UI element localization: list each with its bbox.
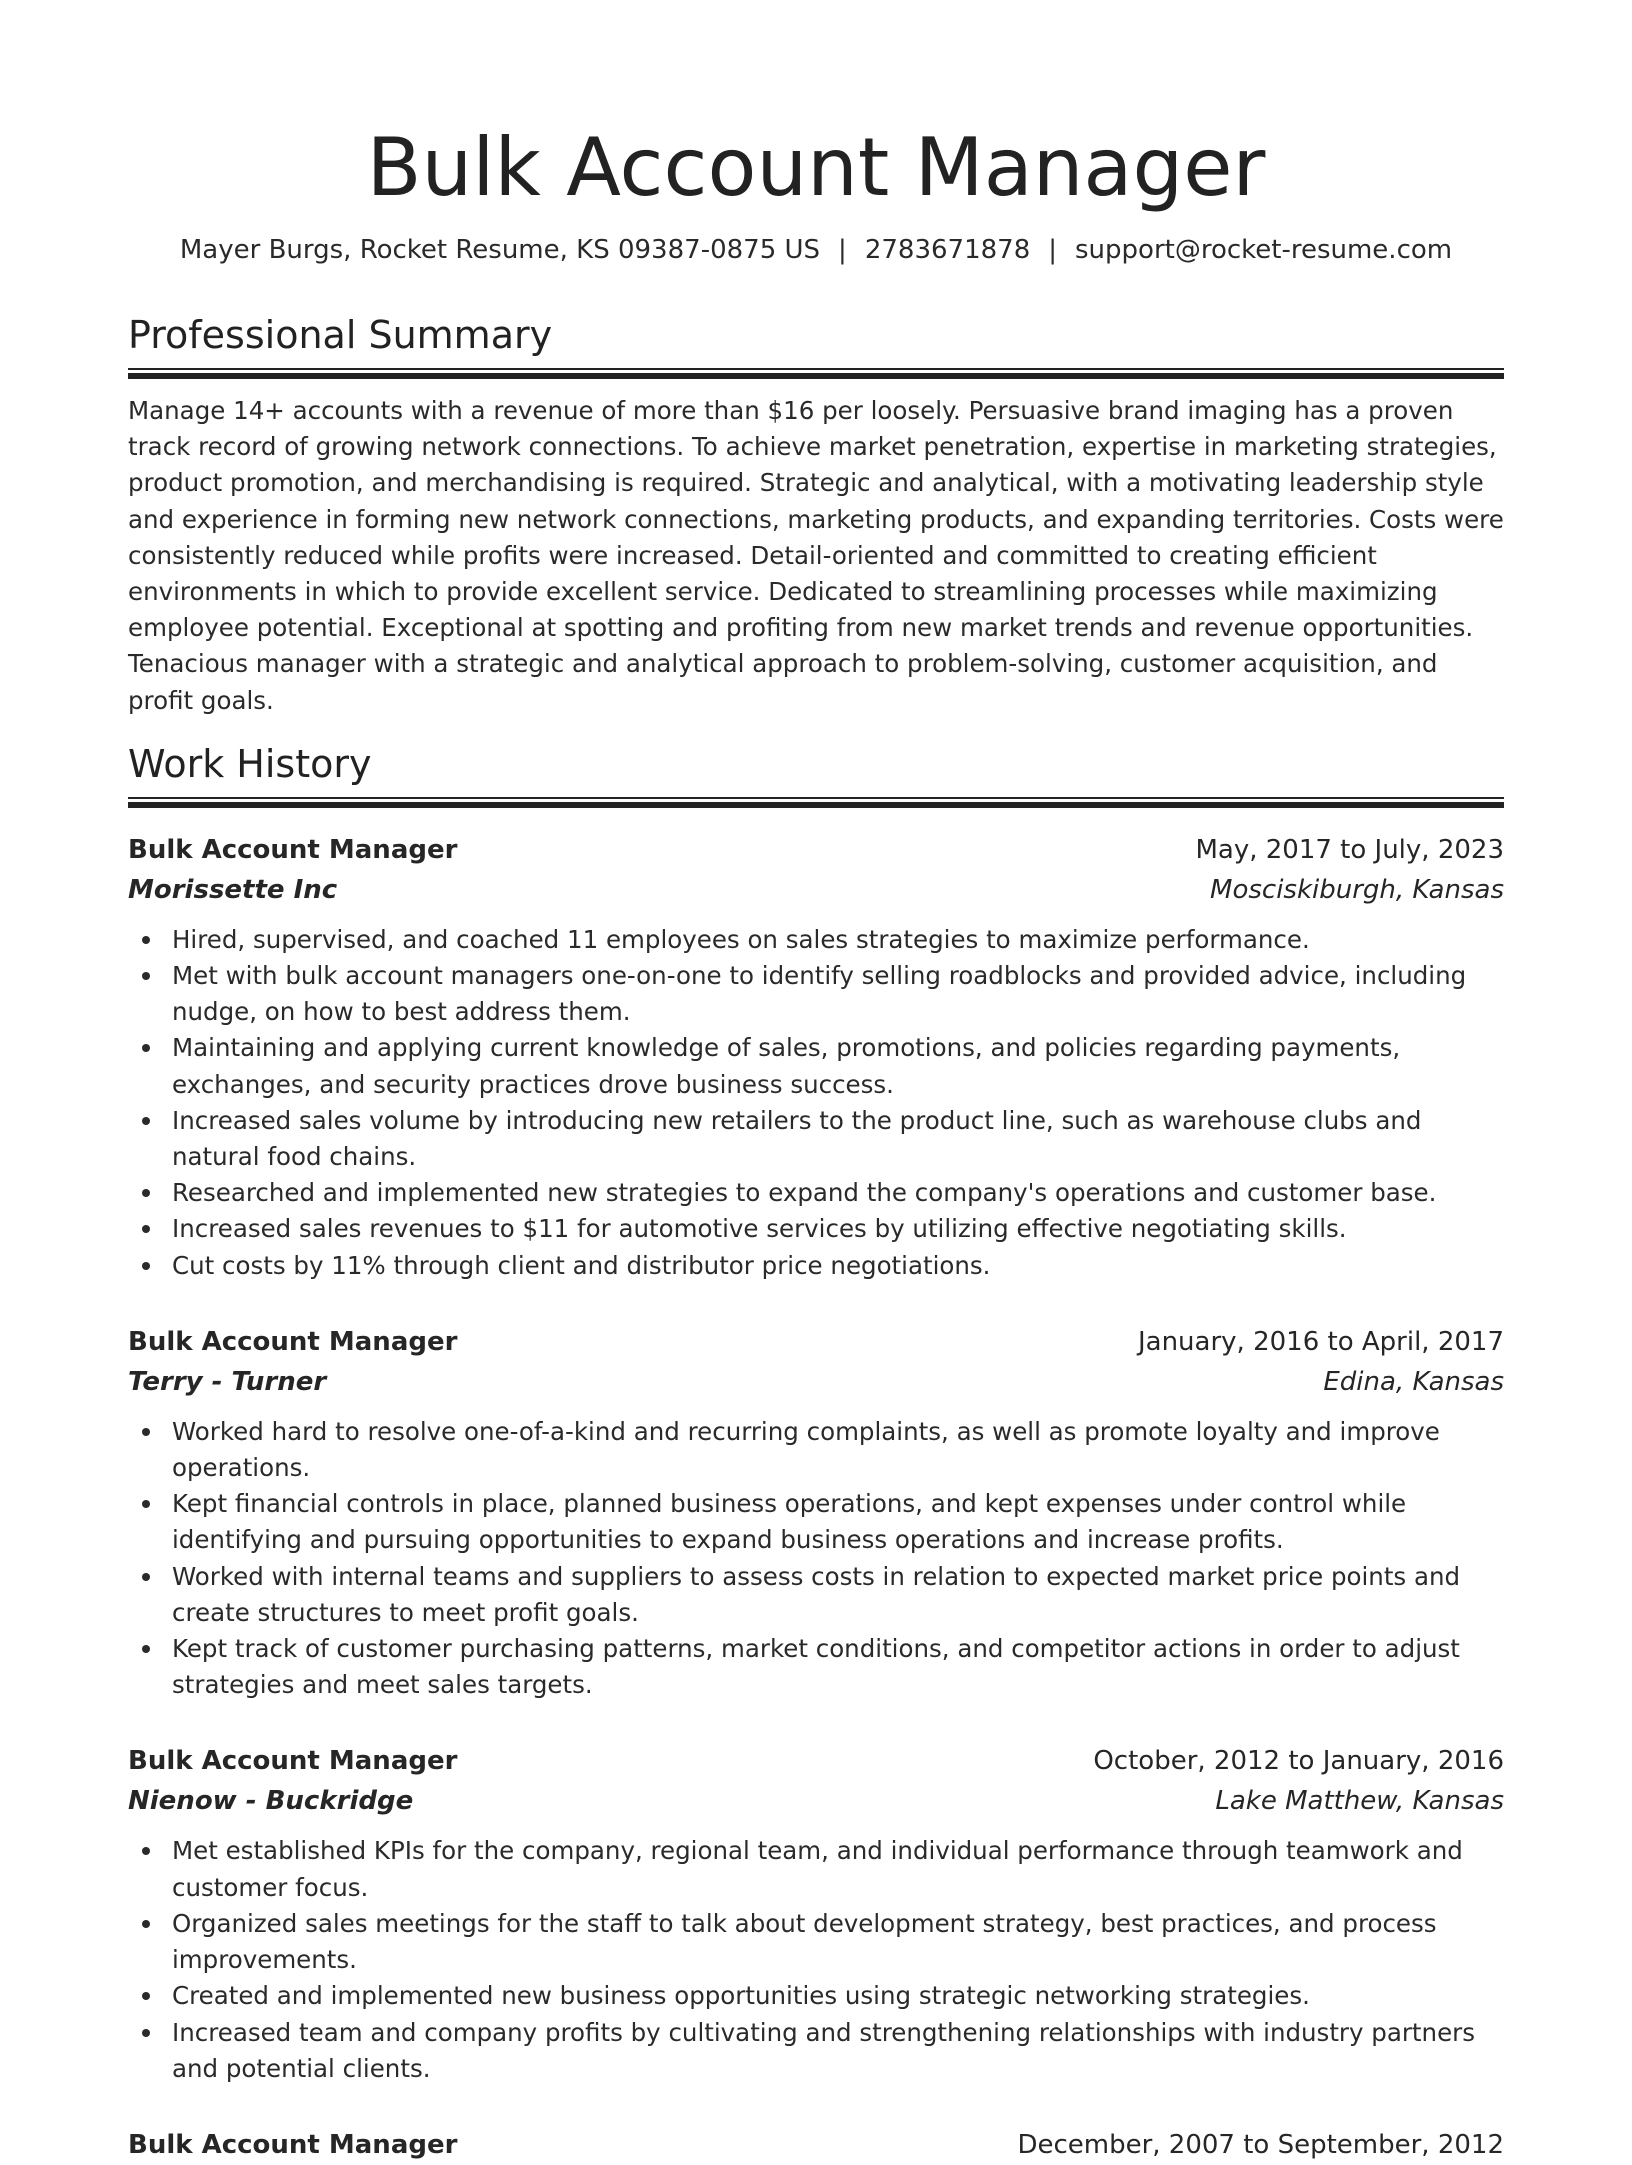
job-entry: [128, 1741, 1504, 2086]
job-bullet: Kept track of customer purchasing patterns, market conditions, and competitor actions in order to adjust strategies and meet sales targets.: [172, 1631, 1504, 1703]
job-title: Bulk Account Manager: [128, 834, 458, 865]
job-bullet: Researched and implemented new strategies to expand the company's operations and customer base.: [172, 1175, 1504, 1211]
job-header-row: [128, 1322, 1504, 1362]
job-bullet: Hired, supervised, and coached 11 employees on sales strategies to maximize performance.: [172, 922, 1504, 958]
job-dates: December, 2007 to September, 2012: [1017, 2129, 1504, 2160]
job-company-row: [128, 1362, 1504, 1402]
job-entry: [128, 830, 1504, 1284]
summary-heading: Professional Summary: [128, 313, 553, 357]
resume-page: [128, 0, 1504, 2165]
job-company: Nienow - Buckridge: [128, 1786, 414, 1817]
job-dates: January, 2016 to April, 2017: [1137, 1326, 1504, 1357]
job-header-row: [128, 830, 1504, 870]
job-title: Bulk Account Manager: [128, 1326, 458, 1357]
contact-email: support@rocket-resume.com: [1075, 235, 1453, 265]
job-bullet: Cut costs by 11% through client and distributor price negotiations.: [172, 1248, 1504, 1284]
job-bullet: Met established KPIs for the company, regional team, and individual performance through teamwork and customer focus.: [172, 1833, 1504, 1905]
contact-line: [128, 234, 1504, 266]
job-title: Bulk Account Manager: [128, 1746, 458, 1777]
job-bullet: Organized sales meetings for the staff to talk about development strategy, best practices, and process improvements.: [172, 1906, 1504, 1978]
job-bullets: [128, 1414, 1504, 1704]
contact-address: Mayer Burgs, Rocket Resume, KS 09387-0875 US: [179, 235, 821, 265]
job-company: Terry - Turner: [128, 1366, 327, 1397]
job-entry: [128, 2125, 1504, 2165]
job-bullet: Worked hard to resolve one-of-a-kind and recurring complaints, as well as promote loyalty and improve operations.: [172, 1414, 1504, 1486]
job-company-row: [128, 1781, 1504, 1821]
job-bullet: Increased sales volume by introducing new retailers to the product line, such as warehouse clubs and natural food chains.: [172, 1103, 1504, 1175]
job-bullets: [128, 922, 1504, 1284]
work-history-heading: Work History: [128, 741, 372, 786]
resume-title: Bulk Account Manager: [366, 121, 1266, 214]
job-company: Morissette Inc: [128, 874, 338, 905]
section-divider: [128, 368, 1504, 379]
job-company-row: [128, 870, 1504, 910]
job-dates: October, 2012 to January, 2016: [1093, 1746, 1504, 1777]
summary-section: [128, 312, 1504, 719]
job-entry: [128, 1322, 1504, 1704]
job-header-row: [128, 1741, 1504, 1781]
job-bullet: Worked with internal teams and suppliers to assess costs in relation to expected market price points and create structures to meet profit goals.: [172, 1559, 1504, 1631]
job-location: Mosciskiburgh, Kansas: [1210, 874, 1504, 905]
job-bullet: Kept financial controls in place, planned business operations, and kept expenses under control while identifying and pursuing opportunities to expand business operations and increase profits.: [172, 1486, 1504, 1558]
contact-phone: 2783671878: [864, 235, 1031, 265]
job-bullet: Created and implemented new business opportunities using strategic networking strategies.: [172, 1978, 1504, 2014]
section-divider: [128, 797, 1504, 808]
work-history-section: [128, 741, 1504, 2165]
job-location: Edina, Kansas: [1323, 1366, 1504, 1397]
job-location: Lake Matthew, Kansas: [1215, 1786, 1504, 1817]
contact-separator: |: [1048, 235, 1057, 265]
job-bullet: Increased team and company profits by cultivating and strengthening relationships with industry partners and potential clients.: [172, 2015, 1504, 2087]
job-bullet: Increased sales revenues to $11 for automotive services by utilizing effective negotiating skills.: [172, 1211, 1504, 1247]
job-dates: May, 2017 to July, 2023: [1195, 834, 1504, 865]
job-bullet: Maintaining and applying current knowledge of sales, promotions, and policies regarding payments, exchanges, and security practices drove business success.: [172, 1030, 1504, 1102]
job-bullet: Met with bulk account managers one-on-one to identify selling roadblocks and provided advice, including nudge, on how to best address them.: [172, 958, 1504, 1030]
job-header-row: [128, 2125, 1504, 2165]
summary-text: Manage 14+ accounts with a revenue of more than $16 per loosely. Persuasive brand imaging has a proven track record of growing network connections. To achieve market penetration, expertise in marketing strategies, product promotion, and merchandising is required. Strategic and analytical, with a motivating leadership style and experience in forming new network connections, marketing products, and expanding territories. Costs were consistently reduced while profits were increased. Detail-oriented and committed to creating efficient environments in which to provide excellent service. Dedicated to streamlining processes while maximizing employee potential. Exceptional at spotting and profiting from new market trends and revenue opportunities. Tenacious manager with a strategic and analytical approach to problem-solving, customer acquisition, and profit goals.: [128, 396, 1504, 715]
job-bullets: [128, 1833, 1504, 2086]
job-title: Bulk Account Manager: [128, 2129, 458, 2160]
contact-separator: |: [838, 235, 847, 265]
